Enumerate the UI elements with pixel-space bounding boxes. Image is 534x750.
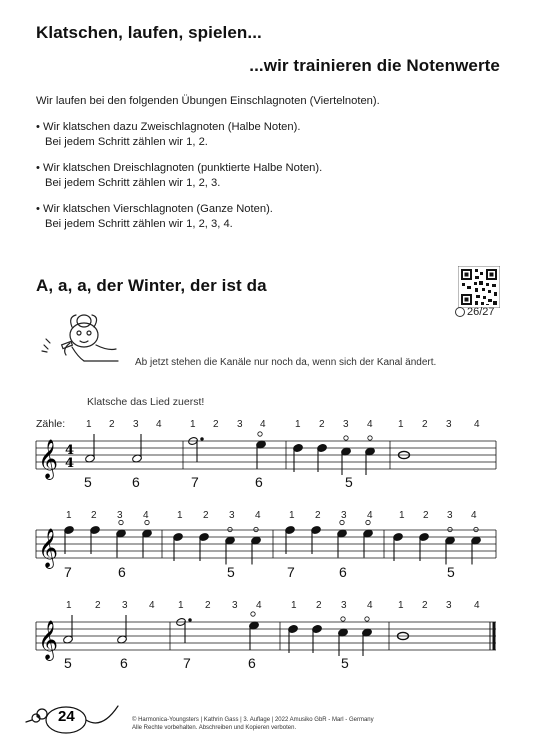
intro-lead: Wir laufen bei den folgenden Übungen Einschlagnoten (Viertelnoten). bbox=[36, 95, 380, 107]
quarter-note bbox=[288, 624, 299, 653]
channel-note: Ab jetzt stehen die Kanäle nur noch da, wenn sich der Kanal ändert. bbox=[135, 357, 437, 368]
harmonica-channel: 5 bbox=[345, 474, 353, 490]
beat-count: 3 bbox=[341, 510, 347, 521]
beat-count: 3 bbox=[232, 600, 238, 611]
harmonica-channel: 5 bbox=[447, 564, 455, 580]
quarter-note bbox=[293, 443, 304, 472]
beat-count: 4 bbox=[156, 419, 162, 430]
beat-count: 2 bbox=[109, 419, 115, 430]
harmonica-channel: 7 bbox=[191, 474, 199, 490]
beat-count: 4 bbox=[260, 419, 266, 430]
beat-count: 1 bbox=[178, 600, 184, 611]
beat-count: 1 bbox=[289, 510, 295, 521]
harmonica-blow-marker bbox=[344, 436, 348, 440]
quarter-note bbox=[256, 440, 267, 469]
beat-count: 2 bbox=[422, 419, 428, 430]
treble-clef: 𝄞 bbox=[38, 439, 59, 479]
quarter-note bbox=[64, 525, 75, 554]
treble-clef: 𝄞 bbox=[38, 528, 59, 568]
harmonica-channel: 7 bbox=[287, 564, 295, 580]
quarter-note bbox=[116, 529, 127, 558]
dotted-half-note bbox=[188, 436, 204, 462]
harmonica-blow-marker bbox=[341, 617, 345, 621]
beat-count: 4 bbox=[255, 510, 261, 521]
quarter-note bbox=[249, 621, 260, 650]
beat-count: 2 bbox=[423, 510, 429, 521]
page-number: 24 bbox=[58, 708, 75, 725]
beat-count: 3 bbox=[341, 600, 347, 611]
beat-count: 3 bbox=[237, 419, 243, 430]
beat-count: 3 bbox=[229, 510, 235, 521]
page-subtitle: ...wir trainieren die Notenwerte bbox=[249, 56, 500, 75]
quarter-note bbox=[317, 443, 328, 472]
beat-count: 4 bbox=[149, 600, 155, 611]
beat-count: 1 bbox=[66, 600, 72, 611]
harmonica-blow-marker bbox=[340, 520, 344, 524]
bullet-line: Wir klatschen Dreischlagnoten (punktierte Halbe Noten). bbox=[43, 162, 323, 174]
beat-count: 3 bbox=[446, 600, 452, 611]
beat-count: 1 bbox=[399, 510, 405, 521]
footer-copyright bbox=[132, 716, 374, 732]
beat-count: 2 bbox=[316, 600, 322, 611]
quarter-note bbox=[285, 525, 296, 554]
beat-count: 2 bbox=[315, 510, 321, 521]
quarter-note bbox=[362, 628, 373, 656]
harmonica-channel: 6 bbox=[248, 655, 256, 671]
harmonica-channel: 5 bbox=[341, 655, 349, 671]
quarter-note bbox=[225, 536, 236, 565]
bullet-punktierte: • Wir klatschen Dreischlagnoten (punktierte Halbe Noten). Bei jedem Schritt zählen wir 1, 2, 3. bbox=[36, 162, 323, 189]
beat-count: 1 bbox=[291, 600, 297, 611]
footer-line: Alle Rechte vorbehalten. Abschreiben und Kopieren verboten. bbox=[132, 725, 297, 731]
harmonica-blow-marker bbox=[258, 432, 262, 436]
dotted-half-note bbox=[176, 617, 192, 643]
harmonica-channel: 6 bbox=[120, 655, 128, 671]
bullet-line: Bei jedem Schritt zählen wir 1, 2. bbox=[45, 136, 208, 148]
harmonica-blow-marker bbox=[366, 520, 370, 524]
quarter-note bbox=[338, 628, 349, 656]
harmonica-channel: 6 bbox=[339, 564, 347, 580]
quarter-note bbox=[142, 529, 153, 558]
harmonica-blow-marker bbox=[254, 527, 258, 531]
staff-1 bbox=[36, 441, 496, 469]
beat-count: 4 bbox=[256, 600, 262, 611]
harmonica-channel: 7 bbox=[183, 655, 191, 671]
quarter-note bbox=[337, 529, 348, 558]
beat-count: 2 bbox=[205, 600, 211, 611]
song-title: A, a, a, der Winter, der ist da bbox=[36, 276, 267, 295]
bullet-line: Wir klatschen Vierschlagnoten (Ganze Noten). bbox=[43, 203, 273, 215]
beat-count: 2 bbox=[203, 510, 209, 521]
bullet-ganze: • Wir klatschen Vierschlagnoten (Ganze Noten). Bei jedem Schritt zählen wir 1, 2, 3, 4. bbox=[36, 203, 273, 230]
beat-count: 3 bbox=[446, 419, 452, 430]
staff-3 bbox=[36, 622, 496, 650]
harmonica-blow-marker bbox=[365, 617, 369, 621]
track-number: 26/27 bbox=[467, 306, 495, 318]
beat-count: 1 bbox=[66, 510, 72, 521]
beat-count: 1 bbox=[398, 419, 404, 430]
beat-count: 3 bbox=[447, 510, 453, 521]
beat-count: 4 bbox=[471, 510, 477, 521]
count-label: Zähle: bbox=[36, 418, 66, 430]
beat-count: 4 bbox=[367, 510, 373, 521]
beat-count: 2 bbox=[91, 510, 97, 521]
quarter-note bbox=[419, 532, 430, 561]
treble-clef: 𝄞 bbox=[38, 620, 59, 660]
quarter-note bbox=[471, 536, 482, 565]
quarter-note bbox=[173, 532, 184, 561]
harmonica-channel: 6 bbox=[132, 474, 140, 490]
quarter-note bbox=[393, 532, 404, 561]
quarter-note bbox=[445, 536, 456, 565]
bullet-line: Bei jedem Schritt zählen wir 1, 2, 3, 4. bbox=[45, 218, 233, 230]
page-title: Klatschen, laufen, spielen... bbox=[36, 23, 262, 42]
quarter-note bbox=[90, 525, 101, 554]
beat-count: 4 bbox=[474, 419, 480, 430]
beat-count: 3 bbox=[133, 419, 139, 430]
beat-count: 4 bbox=[474, 600, 480, 611]
half-note bbox=[63, 615, 74, 644]
harmonica-blow-marker bbox=[145, 520, 149, 524]
beat-count: 2 bbox=[95, 600, 101, 611]
bullet-line: Bei jedem Schritt zählen wir 1, 2, 3. bbox=[45, 177, 221, 189]
time-sig-bottom: 4 bbox=[65, 456, 75, 471]
beat-count: 1 bbox=[86, 419, 92, 430]
footer-line: © Harmonica-Youngsters | Kathrin Gass | 3. Auflage | 2022 Amusiko GbR - Marl - Germany bbox=[132, 717, 374, 723]
harmonica-channel: 5 bbox=[227, 564, 235, 580]
half-note bbox=[117, 615, 128, 644]
quarter-note bbox=[251, 536, 262, 565]
half-note bbox=[85, 434, 96, 463]
quarter-note bbox=[312, 624, 323, 653]
beat-count: 4 bbox=[143, 510, 149, 521]
clap-instruction: Klatsche das Lied zuerst! bbox=[87, 396, 205, 408]
quarter-note bbox=[365, 447, 376, 475]
time-sig-top: 4 bbox=[65, 443, 75, 458]
harmonica-blow-marker bbox=[228, 527, 232, 531]
beat-count: 1 bbox=[398, 600, 404, 611]
quarter-note bbox=[311, 525, 322, 554]
harmonica-blow-marker bbox=[251, 612, 255, 616]
quarter-note bbox=[341, 447, 352, 475]
beat-count: 3 bbox=[117, 510, 123, 521]
harmonica-blow-marker bbox=[119, 520, 123, 524]
harmonica-channel: 6 bbox=[118, 564, 126, 580]
beat-count: 3 bbox=[343, 419, 349, 430]
harmonica-channel: 6 bbox=[255, 474, 263, 490]
beat-count: 2 bbox=[319, 419, 325, 430]
beat-count: 2 bbox=[422, 600, 428, 611]
quarter-note bbox=[363, 529, 374, 558]
bullet-line: Wir klatschen dazu Zweischlagnoten (Halbe Noten). bbox=[43, 121, 301, 133]
bullet-halbe: • Wir klatschen dazu Zweischlagnoten (Halbe Noten). Bei jedem Schritt zählen wir 1, 2. bbox=[36, 121, 301, 148]
harmonica-channel: 7 bbox=[64, 564, 72, 580]
beat-count: 1 bbox=[177, 510, 183, 521]
beat-count: 4 bbox=[367, 600, 373, 611]
beat-count: 3 bbox=[122, 600, 128, 611]
quarter-note bbox=[199, 532, 210, 561]
harmonica-channel: 5 bbox=[64, 655, 72, 671]
harmonica-blow-marker bbox=[474, 527, 478, 531]
beat-count: 2 bbox=[213, 419, 219, 430]
half-note bbox=[132, 434, 143, 463]
beat-count: 1 bbox=[295, 419, 301, 430]
beat-count: 1 bbox=[190, 419, 196, 430]
harmonica-blow-marker bbox=[448, 527, 452, 531]
harmonica-blow-marker bbox=[368, 436, 372, 440]
beat-count: 4 bbox=[367, 419, 373, 430]
harmonica-channel: 5 bbox=[84, 474, 92, 490]
